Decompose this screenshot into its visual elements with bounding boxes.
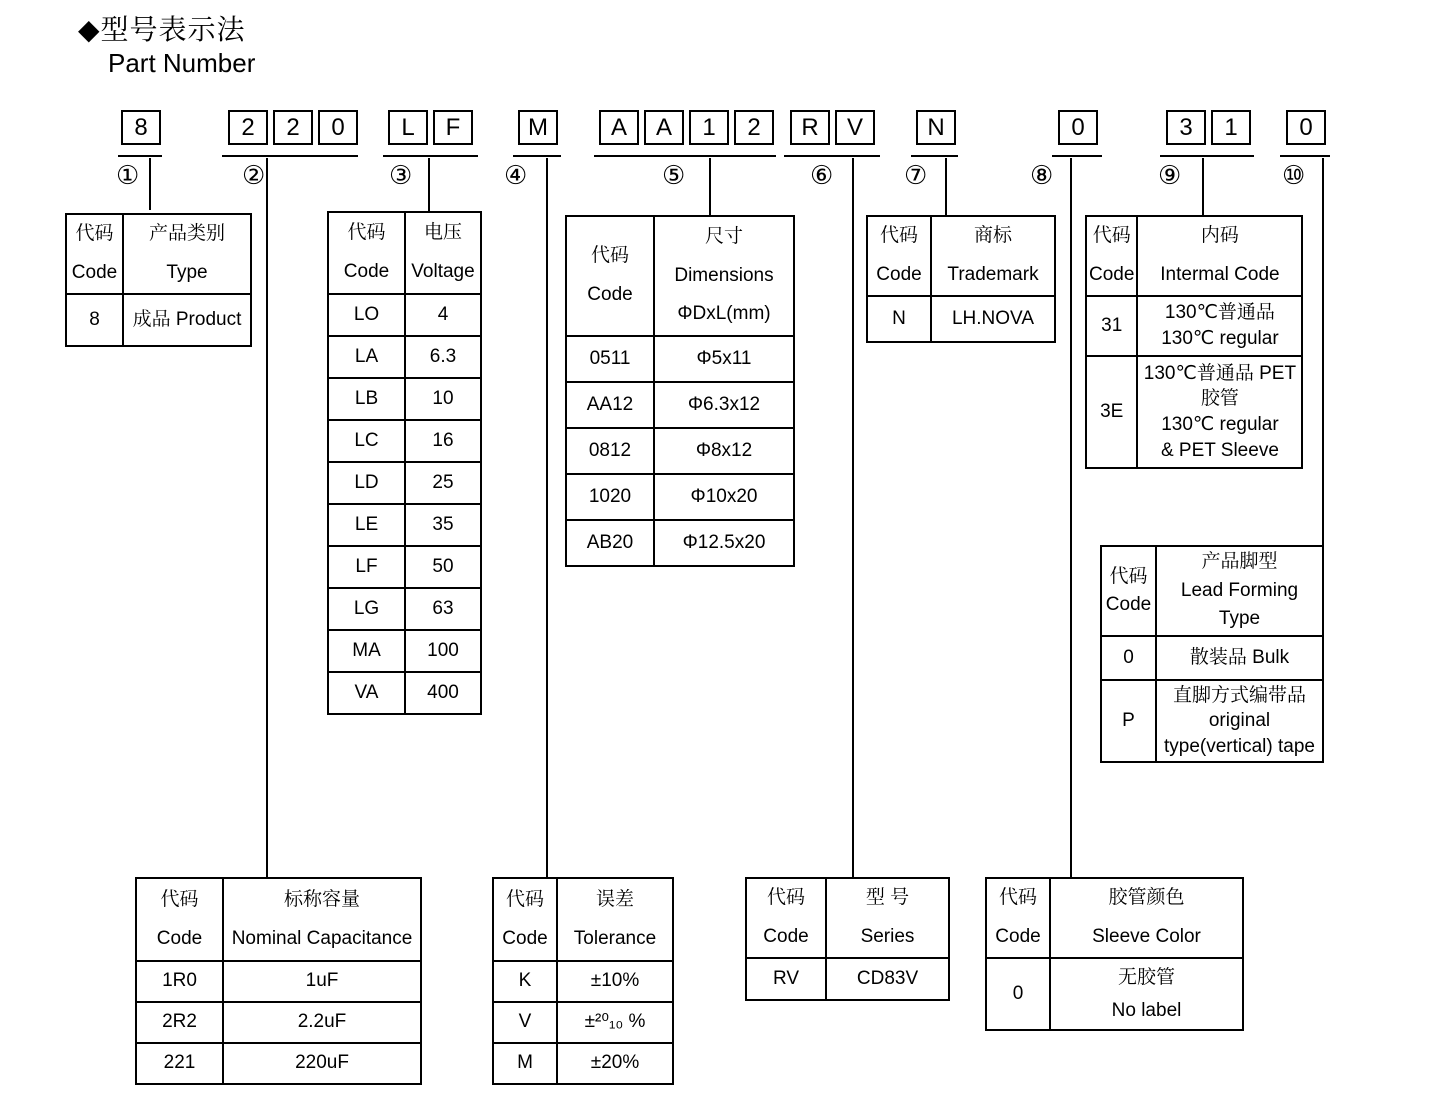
page-title-zh bbox=[78, 8, 246, 48]
part-number-char-box: V bbox=[835, 110, 875, 145]
underline bbox=[1052, 155, 1102, 157]
digit-position-badge: ④ bbox=[504, 160, 528, 190]
dimensions-table bbox=[565, 215, 795, 567]
cell: 散装品 Bulk bbox=[1156, 636, 1323, 680]
table-row bbox=[1086, 296, 1302, 356]
cell: CD83V bbox=[826, 958, 949, 1000]
cell: LB bbox=[328, 378, 405, 420]
digit-position-badge: ② bbox=[242, 160, 266, 190]
cell: M bbox=[493, 1043, 557, 1084]
cell: Φ10x20 bbox=[654, 474, 794, 520]
cell: ±20% bbox=[557, 1043, 673, 1084]
cell: LO bbox=[328, 294, 405, 336]
table-row bbox=[1086, 356, 1302, 468]
underline bbox=[383, 155, 478, 157]
part-number-char-box: A bbox=[644, 110, 684, 145]
cell-line: No label bbox=[1111, 1000, 1182, 1021]
table-row bbox=[493, 1002, 673, 1043]
header-line: Code bbox=[502, 927, 548, 949]
connector-line bbox=[945, 158, 947, 215]
part-number-char-box: 2 bbox=[228, 110, 268, 145]
cell-line: 130℃普通品 bbox=[1164, 302, 1275, 324]
header-line: Type bbox=[166, 262, 208, 283]
header-cell bbox=[1156, 546, 1323, 636]
connector-line bbox=[1202, 158, 1204, 215]
header-cell bbox=[557, 878, 673, 961]
underline bbox=[118, 155, 162, 157]
cell: Φ5x11 bbox=[654, 336, 794, 382]
underline bbox=[784, 155, 880, 157]
cell: LH.NOVA bbox=[931, 296, 1055, 342]
cell: LF bbox=[328, 546, 405, 588]
table-row bbox=[493, 961, 673, 1002]
cell: 1uF bbox=[223, 961, 421, 1002]
cell-line: 130℃普通品 PET bbox=[1143, 362, 1297, 384]
cell: 2R2 bbox=[136, 1002, 223, 1043]
part-number-char-box: 2 bbox=[734, 110, 774, 145]
table-row bbox=[136, 1002, 421, 1043]
header-cell bbox=[123, 214, 251, 294]
digit-position-badge: ⑧ bbox=[1030, 160, 1054, 190]
part-number-char-box: M bbox=[518, 110, 558, 145]
header-line: Code bbox=[587, 284, 633, 305]
header-cell bbox=[1101, 546, 1156, 636]
header-line: Dimensions bbox=[674, 264, 774, 286]
table-row bbox=[328, 672, 481, 714]
cell-line: 130℃ regular bbox=[1161, 414, 1279, 435]
header-line: ΦDxL(mm) bbox=[677, 303, 771, 325]
product-type-table bbox=[65, 213, 252, 347]
cell: 50 bbox=[405, 546, 481, 588]
diamond-icon: ◆ bbox=[78, 14, 101, 45]
cell: LD bbox=[328, 462, 405, 504]
cell: P bbox=[1101, 680, 1156, 762]
header-cell bbox=[566, 216, 654, 336]
table-row bbox=[867, 296, 1055, 342]
trademark-table bbox=[866, 215, 1056, 343]
connector-line bbox=[546, 158, 548, 877]
table-row bbox=[566, 474, 794, 520]
connector-line bbox=[1322, 158, 1324, 545]
table-row bbox=[66, 294, 251, 346]
digit-position-badge: ⑦ bbox=[904, 160, 928, 190]
header-line: Lead Forming bbox=[1180, 579, 1299, 601]
underline bbox=[513, 155, 561, 157]
header-cell bbox=[136, 878, 223, 961]
cell: 2.2uF bbox=[223, 1002, 421, 1043]
cell: N bbox=[867, 296, 931, 342]
cell bbox=[1050, 958, 1243, 1030]
header-line: Intermal Code bbox=[1160, 264, 1280, 285]
table-row bbox=[1101, 680, 1323, 762]
cell: ±²⁰₁₀ % bbox=[557, 1002, 673, 1043]
header-line: 代码 bbox=[879, 225, 918, 247]
connector-line bbox=[266, 158, 268, 877]
table-row bbox=[986, 958, 1243, 1030]
header-cell bbox=[1050, 878, 1243, 958]
connector-line bbox=[709, 158, 711, 215]
header-line: 代码 bbox=[766, 887, 805, 909]
underline bbox=[1160, 155, 1254, 157]
header-cell bbox=[654, 216, 794, 336]
part-number-char-box: 1 bbox=[1211, 110, 1251, 145]
underline bbox=[222, 155, 358, 157]
header-line: Tolerance bbox=[573, 927, 657, 949]
connector-line bbox=[428, 158, 430, 211]
table-row bbox=[1101, 636, 1323, 680]
header-line: 代码 bbox=[1092, 225, 1131, 247]
cell: LC bbox=[328, 420, 405, 462]
cell: AB20 bbox=[566, 520, 654, 566]
part-number-char-box: 8 bbox=[121, 110, 161, 145]
header-line: Nominal Capacitance bbox=[231, 927, 413, 949]
header-line: Code bbox=[763, 926, 809, 947]
series-table bbox=[745, 877, 950, 1001]
table-row bbox=[136, 1043, 421, 1084]
cell-line: original bbox=[1208, 710, 1271, 732]
part-number-char-box: 0 bbox=[318, 110, 358, 145]
header-cell bbox=[931, 216, 1055, 296]
page-title-en: Part Number bbox=[108, 48, 256, 78]
cell: 25 bbox=[405, 462, 481, 504]
header-line: Code bbox=[343, 261, 390, 282]
internal-code-table bbox=[1085, 215, 1303, 469]
underline bbox=[594, 155, 776, 157]
header-cell bbox=[1086, 216, 1137, 296]
header-line: 代码 bbox=[347, 222, 386, 244]
tolerance-table bbox=[492, 877, 674, 1085]
cell: 31 bbox=[1086, 296, 1137, 356]
part-number-char-box: R bbox=[790, 110, 830, 145]
header-line: 代码 bbox=[75, 223, 114, 245]
table-row bbox=[493, 1043, 673, 1084]
header-line: 产品类别 bbox=[148, 223, 225, 245]
cell: 4 bbox=[405, 294, 481, 336]
capacitance-table bbox=[135, 877, 422, 1085]
header-line: Trademark bbox=[947, 264, 1039, 285]
table-row bbox=[746, 958, 949, 1000]
part-number-char-box: A bbox=[599, 110, 639, 145]
cell-line: & PET Sleeve bbox=[1160, 439, 1279, 461]
cell: AA12 bbox=[566, 382, 654, 428]
underline bbox=[911, 155, 958, 157]
cell: Φ8x12 bbox=[654, 428, 794, 474]
header-line: 标称容量 bbox=[283, 888, 360, 910]
table-row bbox=[328, 630, 481, 672]
header-line: Code bbox=[71, 262, 118, 283]
digit-position-badge: ⑥ bbox=[810, 160, 834, 190]
cell: 1020 bbox=[566, 474, 654, 520]
table-row bbox=[566, 382, 794, 428]
table-row bbox=[328, 294, 481, 336]
cell-line: 130℃ regular bbox=[1161, 328, 1279, 349]
header-line: 代码 bbox=[160, 888, 199, 910]
table-row bbox=[136, 961, 421, 1002]
table-row bbox=[566, 520, 794, 566]
table-row bbox=[328, 378, 481, 420]
cell: 0 bbox=[986, 958, 1050, 1030]
cell: 220uF bbox=[223, 1043, 421, 1084]
digit-position-badge: ① bbox=[116, 160, 140, 190]
cell: 100 bbox=[405, 630, 481, 672]
cell: ±10% bbox=[557, 961, 673, 1002]
cell: Φ12.5x20 bbox=[654, 520, 794, 566]
part-number-char-box: 0 bbox=[1286, 110, 1326, 145]
cell: K bbox=[493, 961, 557, 1002]
cell-line: 直脚方式编带品 bbox=[1172, 684, 1306, 706]
header-line: 代码 bbox=[505, 888, 544, 910]
connector-line bbox=[1070, 158, 1072, 877]
header-cell bbox=[223, 878, 421, 961]
header-line: 代码 bbox=[998, 887, 1037, 909]
table-row bbox=[328, 420, 481, 462]
cell: 1R0 bbox=[136, 961, 223, 1002]
cell: 10 bbox=[405, 378, 481, 420]
digit-position-badge: ③ bbox=[389, 160, 413, 190]
connector-line bbox=[852, 158, 854, 877]
cell: LA bbox=[328, 336, 405, 378]
header-cell bbox=[746, 878, 826, 958]
cell: 成品 Product bbox=[123, 294, 251, 346]
header-line: Code bbox=[156, 927, 203, 949]
digit-position-badge: ⑨ bbox=[1158, 160, 1182, 190]
cell: 63 bbox=[405, 588, 481, 630]
header-line: 代码 bbox=[1109, 565, 1148, 587]
table-row bbox=[328, 462, 481, 504]
part-number-char-box: F bbox=[433, 110, 473, 145]
part-number-char-box: 1 bbox=[689, 110, 729, 145]
header-line: Code bbox=[1105, 594, 1152, 615]
cell: LG bbox=[328, 588, 405, 630]
digit-position-badge: ⑩ bbox=[1282, 160, 1306, 190]
header-cell bbox=[328, 212, 405, 294]
cell bbox=[1137, 356, 1302, 468]
cell: 3E bbox=[1086, 356, 1137, 468]
header-line: Type bbox=[1218, 608, 1261, 630]
header-line: 型 号 bbox=[865, 887, 910, 909]
header-line: Series bbox=[860, 926, 915, 947]
cell: LE bbox=[328, 504, 405, 546]
header-cell bbox=[986, 878, 1050, 958]
cell: 6.3 bbox=[405, 336, 481, 378]
cell-line: 胶管 bbox=[1200, 388, 1239, 410]
table-row bbox=[328, 546, 481, 588]
header-cell bbox=[405, 212, 481, 294]
page-title-zh-text: 型号表示法 bbox=[100, 14, 246, 45]
table-row bbox=[566, 428, 794, 474]
cell: V bbox=[493, 1002, 557, 1043]
part-number-char-box: 0 bbox=[1058, 110, 1098, 145]
part-number-char-box: 2 bbox=[273, 110, 313, 145]
header-line: 内码 bbox=[1200, 225, 1239, 247]
underline bbox=[1280, 155, 1330, 157]
cell: MA bbox=[328, 630, 405, 672]
header-line: 尺寸 bbox=[704, 225, 743, 247]
header-line: 胶管颜色 bbox=[1108, 887, 1185, 909]
voltage-table bbox=[327, 211, 482, 715]
header-cell bbox=[1137, 216, 1302, 296]
header-line: 误差 bbox=[595, 888, 634, 910]
cell: 0 bbox=[1101, 636, 1156, 680]
header-line: Voltage bbox=[411, 261, 475, 282]
header-cell bbox=[66, 214, 123, 294]
cell bbox=[1156, 680, 1323, 762]
cell: 221 bbox=[136, 1043, 223, 1084]
cell-line: type(vertical) tape bbox=[1163, 735, 1315, 757]
cell: 0812 bbox=[566, 428, 654, 474]
sleeve-color-table bbox=[985, 877, 1244, 1031]
header-cell bbox=[493, 878, 557, 961]
cell bbox=[1137, 296, 1302, 356]
header-line: Code bbox=[995, 926, 1041, 947]
cell: 35 bbox=[405, 504, 481, 546]
cell: 0511 bbox=[566, 336, 654, 382]
part-number-char-box: 3 bbox=[1166, 110, 1206, 145]
header-line: Code bbox=[876, 264, 922, 285]
header-line: 电压 bbox=[423, 222, 462, 244]
cell: RV bbox=[746, 958, 826, 1000]
table-row bbox=[328, 504, 481, 546]
header-line: Code bbox=[1089, 264, 1135, 285]
table-row bbox=[566, 336, 794, 382]
cell: VA bbox=[328, 672, 405, 714]
part-number-char-box: N bbox=[916, 110, 956, 145]
table-row bbox=[328, 588, 481, 630]
header-cell bbox=[826, 878, 949, 958]
header-line: 商标 bbox=[973, 225, 1012, 247]
connector-line bbox=[149, 158, 151, 210]
header-cell bbox=[867, 216, 931, 296]
cell-line: 无胶管 bbox=[1117, 966, 1175, 988]
table-row bbox=[328, 336, 481, 378]
cell: 400 bbox=[405, 672, 481, 714]
digit-position-badge: ⑤ bbox=[662, 160, 686, 190]
lead-forming-table bbox=[1100, 545, 1324, 763]
header-line: 代码 bbox=[590, 245, 629, 267]
header-line: Sleeve Color bbox=[1092, 926, 1201, 947]
header-line: 产品脚型 bbox=[1201, 551, 1278, 573]
part-number-char-box: L bbox=[388, 110, 428, 145]
cell: 8 bbox=[66, 294, 123, 346]
cell: 16 bbox=[405, 420, 481, 462]
cell: Φ6.3x12 bbox=[654, 382, 794, 428]
